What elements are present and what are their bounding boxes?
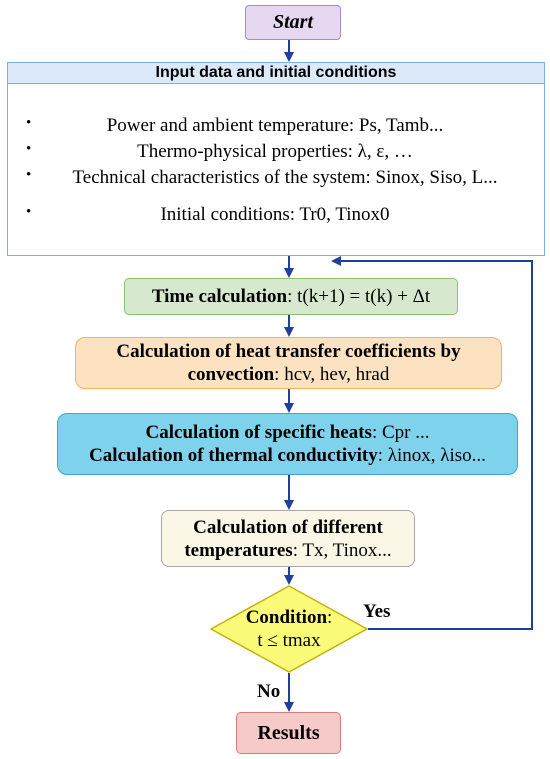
heat-transfer-node — [75, 337, 502, 389]
input-item-3: • Technical characteristics of the system: Sinox, Siso, L... — [26, 167, 498, 188]
specific-heats-title: Calculation of specific heats — [145, 422, 372, 443]
specific-heats-node — [57, 413, 518, 475]
temperatures-values: : Tx, Tinox... — [292, 539, 392, 561]
temperatures-node — [161, 510, 415, 567]
input-item-4: • Initial conditions: Tr0, Tinox0 — [26, 204, 390, 225]
time-calc-title: Time calculation — [151, 286, 288, 307]
specific-heats-values: : Cpr ... — [371, 422, 430, 443]
input-item-1-text: Power and ambient temperature: Ps, Tamb... — [106, 115, 444, 136]
heat-transfer-convection: convection — [187, 364, 275, 385]
input-item-4-text: Initial conditions: Tr0, Tinox0 — [160, 204, 390, 225]
results-label: Results — [257, 721, 320, 744]
temperatures-label: temperatures — [184, 539, 293, 561]
input-item-1: • Power and ambient temperature: Ps, Tamb... — [26, 115, 444, 136]
no-label: No — [257, 681, 281, 702]
time-calculation-node — [124, 278, 458, 315]
condition-node — [210, 585, 368, 673]
temperatures-line1: Calculation of different — [193, 516, 383, 538]
thermal-conductivity-title: Calculation of thermal conductivity — [89, 445, 378, 466]
yes-label: Yes — [363, 601, 391, 622]
results-node — [236, 712, 341, 754]
condition-colon: : — [327, 607, 333, 628]
input-item-2-text: Thermo-physical properties: λ, ε, … — [137, 141, 413, 162]
condition-expression: t ≤ tmax — [257, 630, 321, 651]
condition-label: Condition — [245, 607, 328, 628]
thermal-conductivity-values: : λinox, λiso... — [377, 445, 486, 466]
input-item-2: • Thermo-physical properties: λ, ε, … — [26, 141, 413, 162]
input-panel-title: Input data and initial conditions — [7, 62, 545, 84]
start-label: Start — [272, 11, 314, 33]
heat-transfer-coefficients: : hcv, hev, hrad — [274, 364, 390, 385]
heat-transfer-line1: Calculation of heat transfer coefficients by — [116, 341, 461, 362]
input-item-3-text: Technical characteristics of the system: Sinox, Siso, L... — [72, 167, 498, 188]
start-node — [245, 5, 341, 40]
time-calc-formula: : t(k+1) = t(k) + Δt — [287, 286, 431, 307]
